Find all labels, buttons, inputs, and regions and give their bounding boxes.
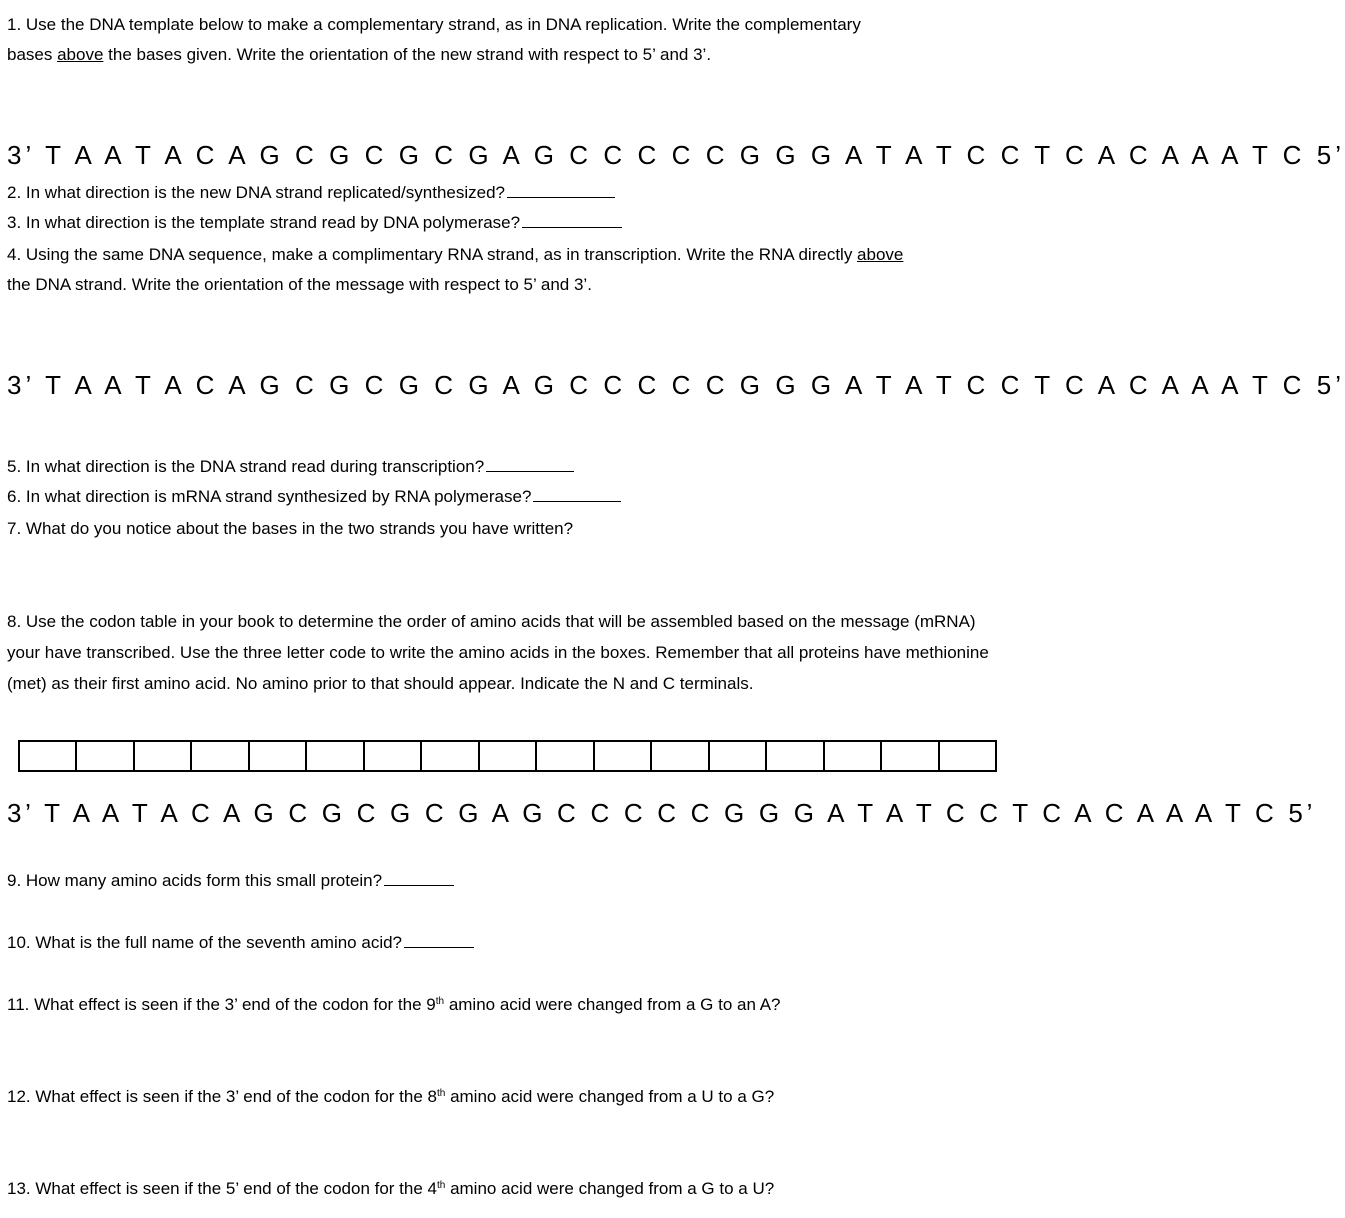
amino-acid-box[interactable] [595,742,652,770]
dna-sequence-2: 3’ T A A T A C A G C G C G C G A G C C C C C G G G A T A T C C T C A C A A A T C 5’ [7,370,1345,400]
question-1-line1: 1. Use the DNA template below to make a complementary strand, as in DNA replication. Write the complementary [7,15,861,34]
amino-acid-box[interactable] [767,742,824,770]
amino-acid-box[interactable] [77,742,134,770]
question-1 [7,10,861,70]
amino-acid-box[interactable] [192,742,249,770]
dna-sequence-3: 3’ T A A T A C A G C G C G C G A G C C C C C G G G A T A T C C T C A C A A A T C 5’ [7,798,1317,828]
question-5 [7,452,574,482]
amino-acid-box[interactable] [652,742,709,770]
answer-blank-10[interactable] [404,933,474,948]
question-13-after: amino acid were changed from a G to a U? [445,1179,775,1198]
amino-acid-box[interactable] [537,742,594,770]
ordinal-suffix: th [435,996,445,1007]
question-6-text: 6. In what direction is mRNA strand synthesized by RNA polymerase? [7,487,532,506]
ordinal-suffix: th [437,1088,446,1099]
question-11-after: amino acid were changed from a G to an A? [444,995,781,1014]
question-4 [7,240,903,300]
question-12 [7,1082,774,1112]
underlined-above: above [857,245,904,264]
question-11 [7,990,781,1020]
question-4-line2: the DNA strand. Write the orientation of the message with respect to 5’ and 3’. [7,275,592,294]
question-13 [7,1174,774,1204]
question-10 [7,928,474,958]
question-3-text: 3. In what direction is the template strand read by DNA polymerase? [7,213,521,232]
question-1-text-after: the bases given. Write the orientation of the new strand with respect to 5’ and 3’. [103,45,712,64]
question-9-text: 9. How many amino acids form this small protein? [7,871,383,890]
amino-acid-box[interactable] [250,742,307,770]
answer-blank-2[interactable] [507,183,615,198]
amino-acid-box[interactable] [710,742,767,770]
question-3 [7,208,622,238]
question-2-text: 2. In what direction is the new DNA strand replicated/synthesized? [7,183,505,202]
question-4-line1: 4. Using the same DNA sequence, make a complimentary RNA strand, as in transcription. Write the RNA directly [7,245,858,264]
dna-sequence-1: 3’ T A A T A C A G C G C G C G A G C C C C C G G G A T A T C C T C A C A A A T C 5’ [7,140,1345,170]
question-13-before: 13. What effect is seen if the 5’ end of the codon for the 4 [7,1179,437,1198]
question-2 [7,178,615,208]
amino-acid-boxes [18,740,997,772]
question-8: 8. Use the codon table in your book to determine the order of amino acids that will be assembled based on the message (mRNA) your have transcribed. Use the three letter code to write the amino acids in the boxes. Remember that all proteins have methionine (met) as their first amino acid. No amino prior to that should appear. Indicate the N and C terminals. [7,612,989,693]
question-11-before: 11. What effect is seen if the 3’ end of the codon for the 9 [7,995,436,1014]
question-5-text: 5. In what direction is the DNA strand read during transcription? [7,457,485,476]
underlined-above: above [57,45,104,64]
question-6 [7,482,621,512]
answer-blank-3[interactable] [522,213,622,228]
amino-acid-box[interactable] [882,742,939,770]
answer-blank-5[interactable] [486,457,574,472]
amino-acid-box[interactable] [422,742,479,770]
amino-acid-box[interactable] [940,742,995,770]
question-7: 7. What do you notice about the bases in the two strands you have written? [7,519,574,538]
answer-blank-9[interactable] [384,871,454,886]
amino-acid-box[interactable] [825,742,882,770]
amino-acid-box[interactable] [20,742,77,770]
amino-acid-box[interactable] [365,742,422,770]
answer-blank-6[interactable] [533,487,621,502]
amino-acid-box[interactable] [307,742,364,770]
question-10-text: 10. What is the full name of the seventh amino acid? [7,933,403,952]
amino-acid-box[interactable] [135,742,192,770]
ordinal-suffix: th [437,1180,446,1191]
question-12-before: 12. What effect is seen if the 3’ end of the codon for the 8 [7,1087,437,1106]
question-12-after: amino acid were changed from a U to a G? [445,1087,775,1106]
question-1-text-before: bases [7,45,58,64]
amino-acid-box[interactable] [480,742,537,770]
question-9 [7,866,454,896]
